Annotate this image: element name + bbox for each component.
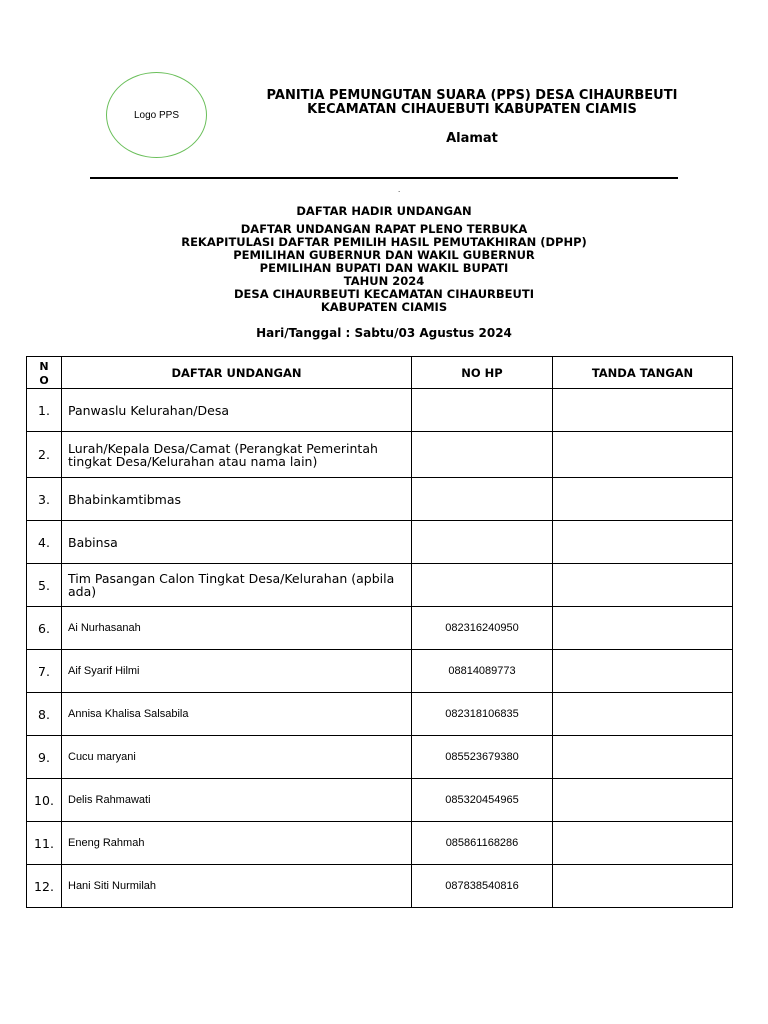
table-row [27,650,733,693]
row-number: 3. [27,478,62,521]
signature-cell[interactable] [553,865,733,908]
row-number: 9. [27,736,62,779]
phone-number: 085861168286 [412,822,553,865]
divider-dot: . [398,186,401,194]
row-number: 7. [27,650,62,693]
phone-number [412,432,553,478]
signature-cell[interactable] [553,736,733,779]
invitee-name: Cucu maryani [62,736,412,779]
phone-number [412,521,553,564]
logo-placeholder [106,72,207,158]
invitee-name: Aif Syarif Hilmi [62,650,412,693]
row-number: 11. [27,822,62,865]
invitee-name: Delis Rahmawati [62,779,412,822]
invitee-name: Ai Nurhasanah [62,607,412,650]
header-no-label: N O [39,359,49,387]
phone-number [412,389,553,432]
table-row [27,389,733,432]
phone-number: 087838540816 [412,865,553,908]
subtitle-line: DESA CIHAURBEUTI KECAMATAN CIHAURBEUTI [234,287,534,301]
signature-cell[interactable] [553,478,733,521]
phone-number: 082316240950 [412,607,553,650]
phone-number [412,478,553,521]
table-row [27,779,733,822]
subtitle-line: KABUPATEN CIAMIS [320,300,448,314]
header-no-hp: NO HP [412,357,553,389]
signature-cell[interactable] [553,650,733,693]
header-line-2: KECAMATAN CIHAUEBUTI KABUPATEN CIAMIS [307,102,637,117]
table-row [27,607,733,650]
table-row [27,478,733,521]
invitee-name: Panwaslu Kelurahan/Desa [62,389,412,432]
subtitle-line: PEMILIHAN GUBERNUR DAN WAKIL GUBERNUR [233,248,535,262]
subtitle-line: DAFTAR UNDANGAN RAPAT PLENO TERBUKA [240,222,528,236]
header-daftar-undangan: DAFTAR UNDANGAN [62,357,412,389]
phone-number: 082318106835 [412,693,553,736]
row-number: 6. [27,607,62,650]
phone-number: 08814089773 [412,650,553,693]
subtitle-line: TAHUN 2024 [343,274,425,288]
row-number: 2. [27,432,62,478]
row-number: 12. [27,865,62,908]
table-row [27,693,733,736]
table-row [27,822,733,865]
signature-cell[interactable] [553,521,733,564]
invitee-name: Hani Siti Nurmilah [62,865,412,908]
row-number: 8. [27,693,62,736]
logo-label: Logo PPS [133,109,180,121]
invitee-name: Lurah/Kepala Desa/Camat (Perangkat Pemerintah tingkat Desa/Kelurahan atau nama lain) [62,432,412,478]
header-line-1: PANITIA PEMUNGUTAN SUARA (PPS) DESA CIHAURBEUTI [266,88,678,103]
table-row [27,521,733,564]
table-row [27,736,733,779]
invitee-name: Babinsa [62,521,412,564]
signature-cell[interactable] [553,822,733,865]
row-number: 10. [27,779,62,822]
invitee-name: Tim Pasangan Calon Tingkat Desa/Kelurahan (apbila ada) [62,564,412,607]
header-divider [90,177,678,179]
row-number: 4. [27,521,62,564]
attendance-table [26,356,733,908]
signature-cell[interactable] [553,779,733,822]
table-row [27,865,733,908]
row-number: 1. [27,389,62,432]
phone-number: 085523679380 [412,736,553,779]
meeting-date: Hari/Tanggal : Sabtu/03 Agustus 2024 [256,326,512,340]
signature-cell[interactable] [553,607,733,650]
row-number: 5. [27,564,62,607]
signature-cell[interactable] [553,693,733,736]
subtitle-line: PEMILIHAN BUPATI DAN WAKIL BUPATI [259,261,509,275]
document-title: DAFTAR HADIR UNDANGAN [296,204,472,218]
table-row [27,564,733,607]
header-alamat: Alamat [446,131,498,146]
invitee-name: Bhabinkamtibmas [62,478,412,521]
table-header-row [27,357,733,389]
signature-cell[interactable] [553,389,733,432]
signature-cell[interactable] [553,564,733,607]
header-tanda-tangan: TANDA TANGAN [553,357,733,389]
header-no [27,357,62,389]
invitee-name: Eneng Rahmah [62,822,412,865]
phone-number: 085320454965 [412,779,553,822]
signature-cell[interactable] [553,432,733,478]
invitee-name: Annisa Khalisa Salsabila [62,693,412,736]
subtitle-line: REKAPITULASI DAFTAR PEMILIH HASIL PEMUTAKHIRAN (DPHP) [181,235,587,249]
table-row [27,432,733,478]
phone-number [412,564,553,607]
